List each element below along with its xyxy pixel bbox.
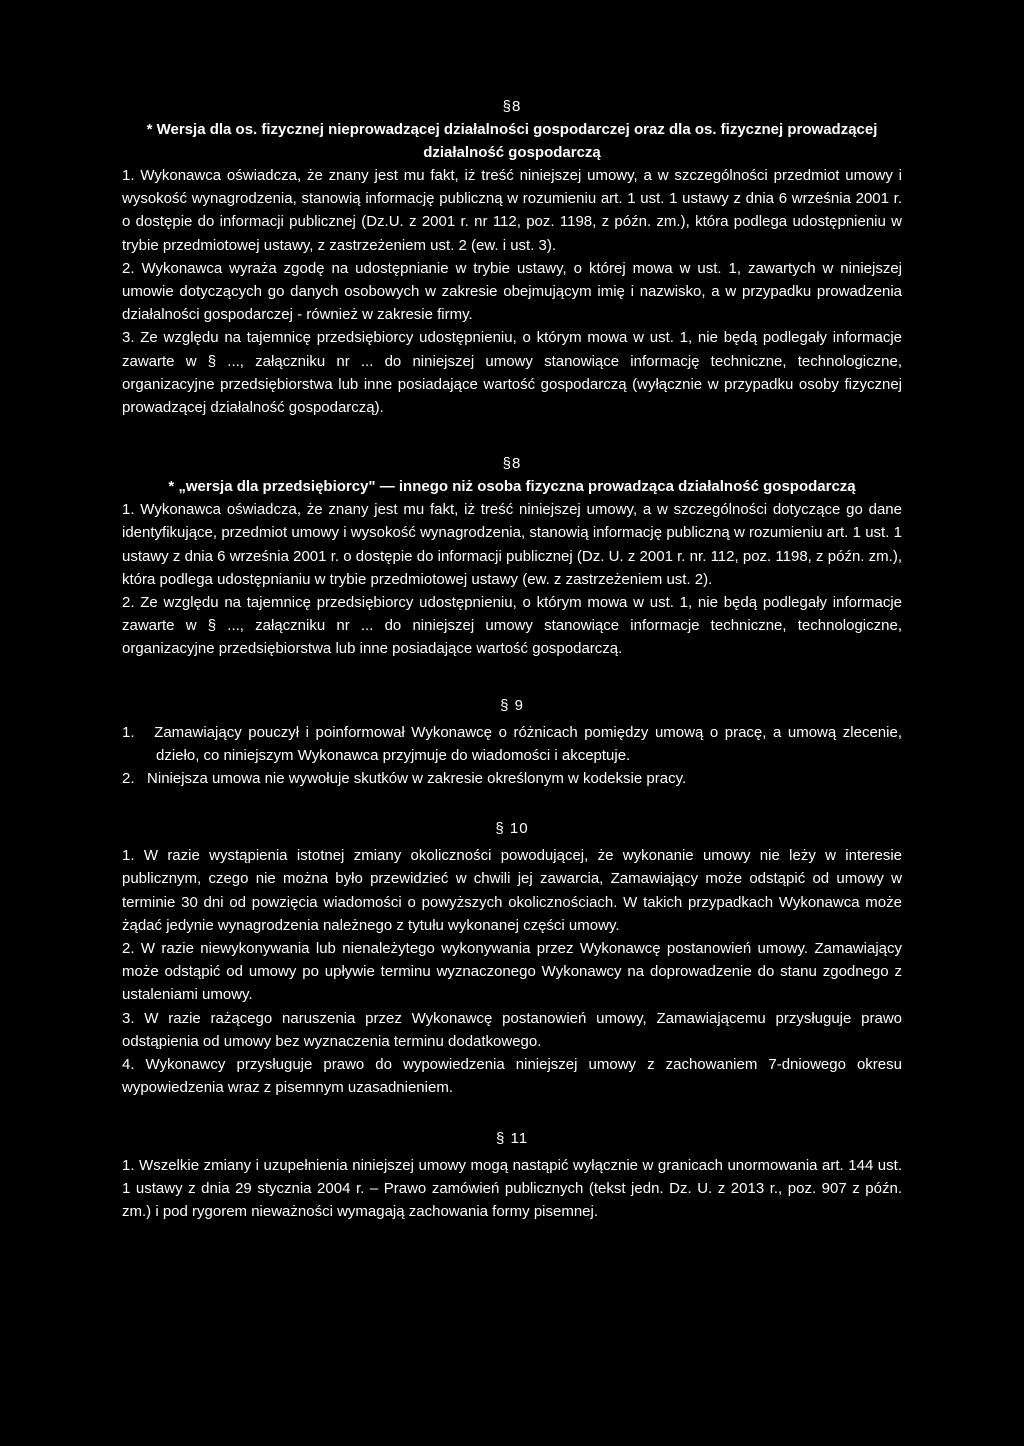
section-10 [122,818,902,1099]
section-symbol: § 11 [495,1129,529,1147]
section-9 [122,695,902,791]
clause: 1. W razie wystąpienia istotnej zmiany okoliczności powodującej, że wykonanie umowy nie leży w interesie publicznym, czego nie można było przewidzieć w chwili jej zawarcia, Zamawiający może odstąpić od umowy w terminie 30 dni od powzięcia wiadomości o powyższych okolicznościach. W takich przypadkach Wykonawca może żądać jedynie wynagrodzenia należnego z tytułu wykonanej części umowy. [122,847,902,934]
section-symbol: § 10 [495,820,529,838]
clause [122,721,902,767]
section-8-individual [122,96,902,419]
clause: 4. Wykonawcy przysługuje prawo do wypowiedzenia niniejszej umowy z zachowaniem 7-dniowego okresu wypowiedzenia wraz z pisemnym uzasadnieniem. [122,1056,902,1097]
clause: 2. Ze względu na tajemnicę przedsiębiorcy udostępnieniu, o którym mowa w ust. 1, nie będą podlegały informacje zawarte w § ..., załączniku nr ... do niniejszej umowy stanowiące informacje techniczne, technologiczne, organizacyjne przedsiębiorstwa lub inne posiadające wartość gospodarczą. [122,594,902,658]
clause [122,767,902,790]
section-title: * „wersja dla przedsiębiorcy" — innego niż osoba fizyczna prowadząca działalność gospodarczą [168,478,856,496]
clause-text: Niniejsza umowa nie wywołuje skutków w zakresie określonym w kodeksie pracy. [147,770,687,788]
section-8-entrepreneur [122,453,902,660]
section-symbol: §8 [502,455,522,473]
clause: 3. W razie rażącego naruszenia przez Wykonawcę postanowień umowy, Zamawiającemu przysługuje prawo odstąpienia od umowy bez wyznaczenia terminu dodatkowego. [122,1009,902,1050]
section-symbol: §8 [502,98,522,115]
clause: 2. Wykonawca wyraża zgodę na udostępnianie w trybie ustawy, o której mowa w ust. 1, zawartych w niniejszej umowie dotyczących go danych osobowych w zakresie obejmującym imię i nazwisko, a w przypadku prowadzenia działalności gospodarczej - również w zakresie firmy. [122,259,902,324]
clause: 1. Wykonawca oświadcza, że znany jest mu fakt, iż treść niniejszej umowy, a w szczególności przedmiot umowy i wysokość wynagrodzenia, stanowią informację publiczną w rozumieniu art. 1 ust. 1 ustawy z dnia 6 września 2001 r. o dostępie do informacji publicznej (Dz.U. z 2001 r. nr 112, poz. 1198, z późn. zm.), która podlega udostępnieniu w trybie przedmiotowej ustawy, z zastrzeżeniem ust. 2 (ew. i ust. 3). [122,167,902,254]
clause: 2. W razie niewykonywania lub nienależytego wykonywania przez Wykonawcę postanowień umowy. Zamawiający może odstąpić od umowy po upływie terminu wyznaczonego Wykonawcy na doprowadzenie do stanu zgodnego z ustaleniami umowy. [122,940,902,1004]
clause-text: Zamawiający pouczył i poinformował Wykonawcę o różnicach pomiędzy umową o pracę, a umową zlecenie, dzieło, co niniejszym Wykonawca przyjmuje do wiadomości i akceptuje. [154,723,902,764]
section-11 [122,1128,902,1224]
clause: 1. Wszelkie zmiany i uzupełnienia niniejszej umowy mogą nastąpić wyłącznie w granicach unormowania art. 144 ust. 1 ustawy z dnia 29 stycznia 2004 r. – Prawo zamówień publicznych (tekst jedn. Dz. U. z 2013 r., poz. 907 z późn. zm.) i pod rygorem nieważności wymagają zachowania formy pisemnej. [122,1156,902,1220]
section-title: * Wersja dla os. fizycznej nieprowadzącej działalności gospodarczej oraz dla os. fizycznej prowadzącej działalność gospodarczą [146,121,878,161]
clause: 3. Ze względu na tajemnicę przedsiębiorcy udostępnieniu, o którym mowa w ust. 1, nie będą podlegały informacje zawarte w § ..., załączniku nr ... do niniejszej umowy stanowiące informację techniczne, technologiczne, organizacyjne przedsiębiorstwa lub inne posiadające wartość gospodarczą (wyłącznie w przypadku osoby fizycznej prowadzącej działalność gospodarczą). [122,329,902,417]
clause: 1. Wykonawca oświadcza, że znany jest mu fakt, iż treść niniejszej umowy, a w szczególności dotyczące go dane identyfikujące, przedmiot umowy i wysokość wynagrodzenia, stanowią informację publiczną w rozumieniu art. 1 ust. 1 ustawy z dnia 6 września 2001 r. o dostępie do informacji publicznej (Dz. U. z 2001 r. nr. 112, poz. 1198, z późn. zm.), która podlega udostępnianiu w trybie przedmiotowej ustawy (ew. z zastrzeżeniem ust. 2). [122,501,902,588]
section-symbol: § 9 [500,696,524,714]
clause-number: 2. [122,770,135,788]
clause-number: 1. [122,723,135,741]
